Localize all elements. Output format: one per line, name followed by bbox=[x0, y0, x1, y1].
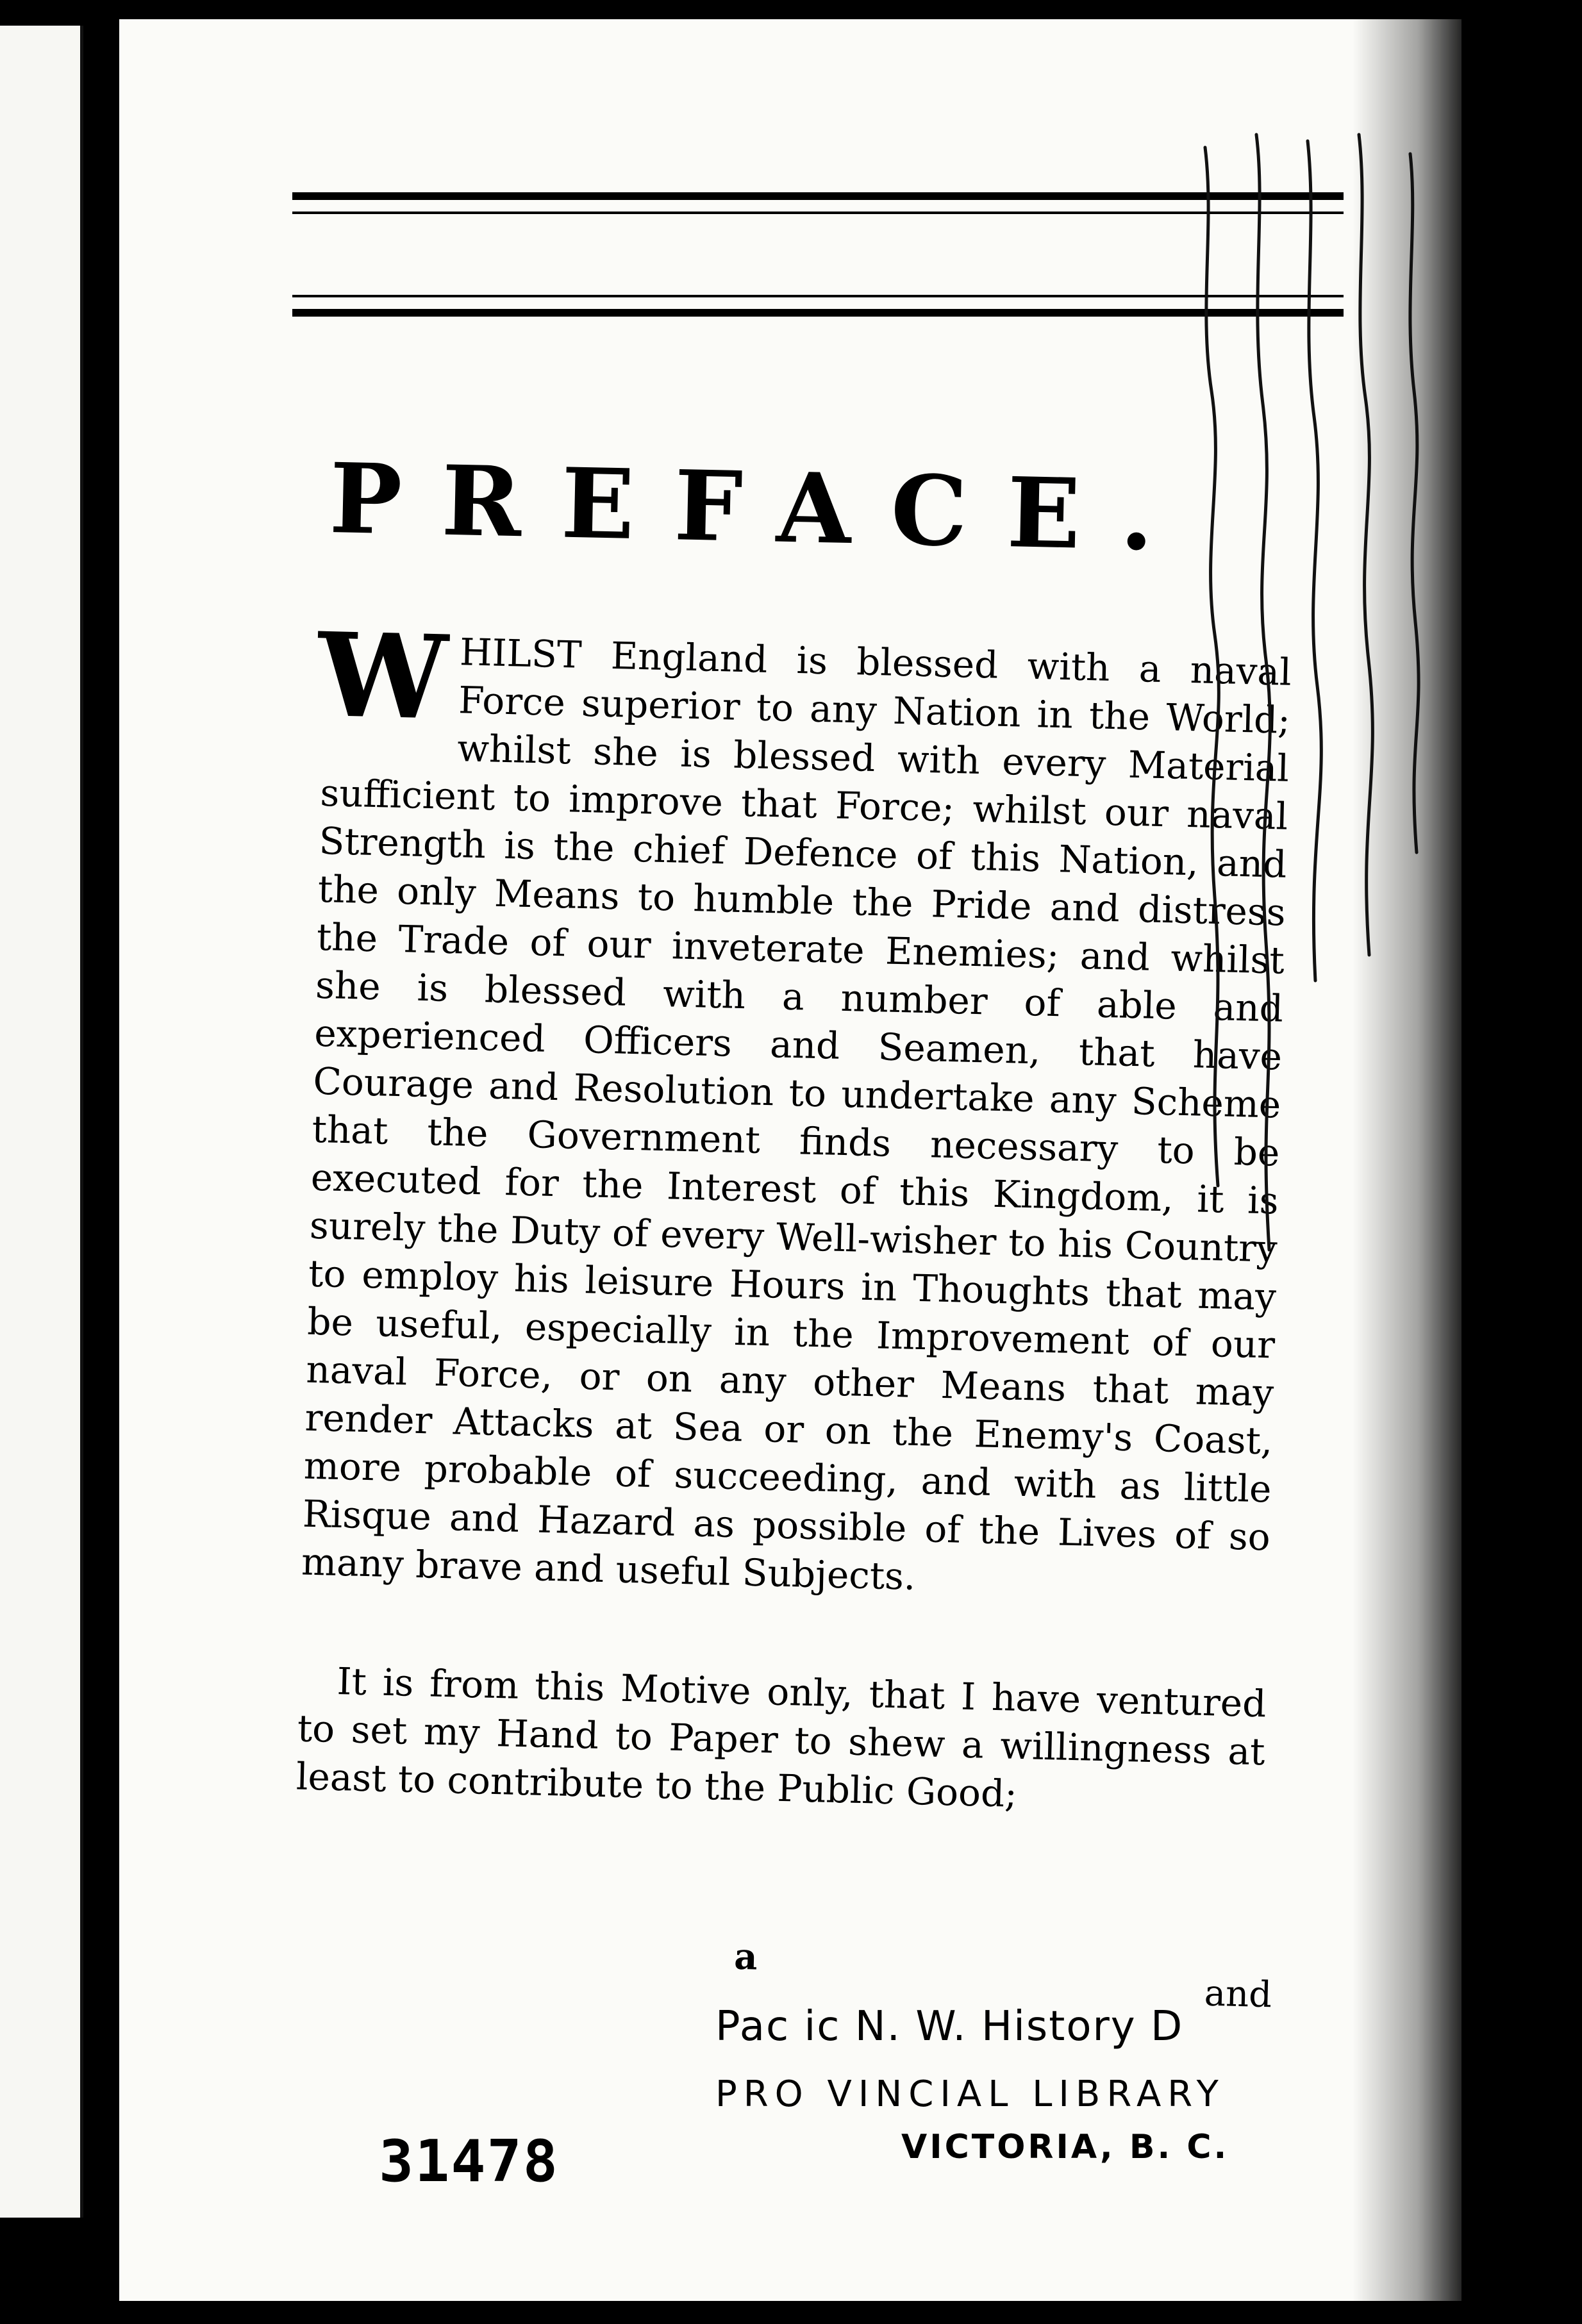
stamp-line-3: VICTORIA, B. C. bbox=[901, 2128, 1229, 2166]
handwritten-annotation bbox=[1179, 96, 1449, 1314]
catchword: and bbox=[1204, 1972, 1272, 2016]
paragraph-2: It is from this Motive only, that I have ventured to set my Hand to Paper to shew a willingness at least to contribute to the Public Good; bbox=[296, 1659, 1267, 1816]
accession-number: 31478 bbox=[379, 2128, 559, 2195]
preface-body bbox=[296, 607, 1292, 1824]
signature-mark: a bbox=[733, 1935, 758, 1979]
page-footer bbox=[733, 1935, 1273, 2016]
paragraph-1 bbox=[301, 607, 1292, 1609]
page-title: PREFACE. bbox=[328, 442, 1195, 574]
previous-page-edge bbox=[0, 26, 83, 2218]
paragraph-1-text: HILST England is blessed with a naval Force superior to any Nation in the World; whilst she is blessed with every Material sufficient to improve that Force; whilst our naval Strength is the chief Defence of this Nation, and the only Means to humble the Pride and distress the Trade of our inveterate Enemies; and whilst she is blessed with a number of able and experienced Officers and Seamen, that have Courage and Resolution to undertake any Scheme that the Government finds necessary to be executed for the Interest of this Kingdom, it is surely the Duty of every Well-wisher to his Country to employ his leisure Hours in Thoughts that may be useful, especially in the Improvement of our naval Force, or on any other Means that may render Attacks at Sea or on the Enemy's Coast, more probable of succeeding, and with as little Risque and Hazard as possible of the Lives of so many brave and useful Subjects. bbox=[301, 630, 1292, 1598]
stamp-line-1: Pac ic N. W. History D bbox=[715, 2003, 1184, 2050]
drop-cap: W bbox=[316, 607, 449, 746]
stamp-line-2: PRO VINCIAL LIBRARY bbox=[715, 2073, 1225, 2115]
library-stamp bbox=[715, 2003, 1356, 2166]
handwriting-scribble bbox=[1179, 96, 1449, 1314]
